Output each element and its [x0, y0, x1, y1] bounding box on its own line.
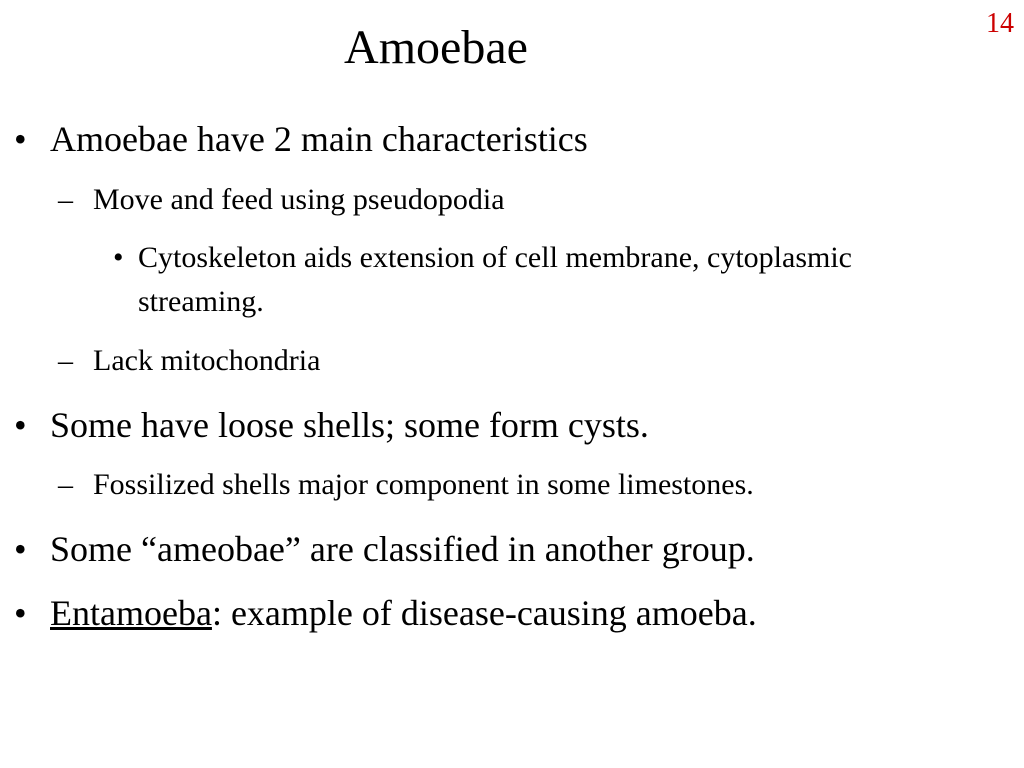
bullet-amoebae-characteristics: [14, 118, 588, 160]
bullet-marker: •: [113, 241, 124, 274]
sub-bullet-mitochondria: [58, 343, 320, 379]
sub-bullet-text: Move and feed using pseudopodia: [93, 183, 505, 216]
bullet-marker: •: [14, 119, 27, 159]
dash-marker: –: [58, 468, 73, 501]
entamoeba-description: : example of disease-causing amoeba.: [211, 593, 757, 633]
bullet-marker: •: [14, 529, 27, 569]
bullet-shells-cysts: [14, 404, 649, 446]
sub-bullet-fossilized-shells: [58, 467, 754, 503]
sub-bullet-text: Lack mitochondria: [93, 344, 321, 377]
sub-bullet-pseudopodia: [58, 182, 505, 218]
entamoeba-term: Entamoeba: [50, 593, 212, 633]
bullet-marker: •: [14, 593, 27, 633]
bullet-text: Amoebae have 2 main characteristics: [50, 119, 588, 159]
slide-title: Amoebae: [344, 21, 528, 74]
dash-marker: –: [58, 344, 73, 377]
sub-bullet-text: Fossilized shells major component in some limestones.: [93, 468, 754, 501]
sub-sub-bullet-text: Cytoskeleton aids extension of cell membrane, cytoplasmic streaming.: [138, 241, 852, 318]
bullet-marker: •: [14, 405, 27, 445]
slide-number: 14: [986, 8, 1014, 39]
bullet-entamoeba: [14, 592, 757, 634]
sub-sub-bullet-cytoskeleton: [113, 236, 908, 324]
bullet-text: Some have loose shells; some form cysts.: [50, 405, 649, 445]
dash-marker: –: [58, 183, 73, 216]
bullet-ameobae-classified: [14, 528, 755, 570]
bullet-text: Some “ameobae” are classified in another group.: [50, 529, 755, 569]
bullet-text: [50, 592, 757, 634]
